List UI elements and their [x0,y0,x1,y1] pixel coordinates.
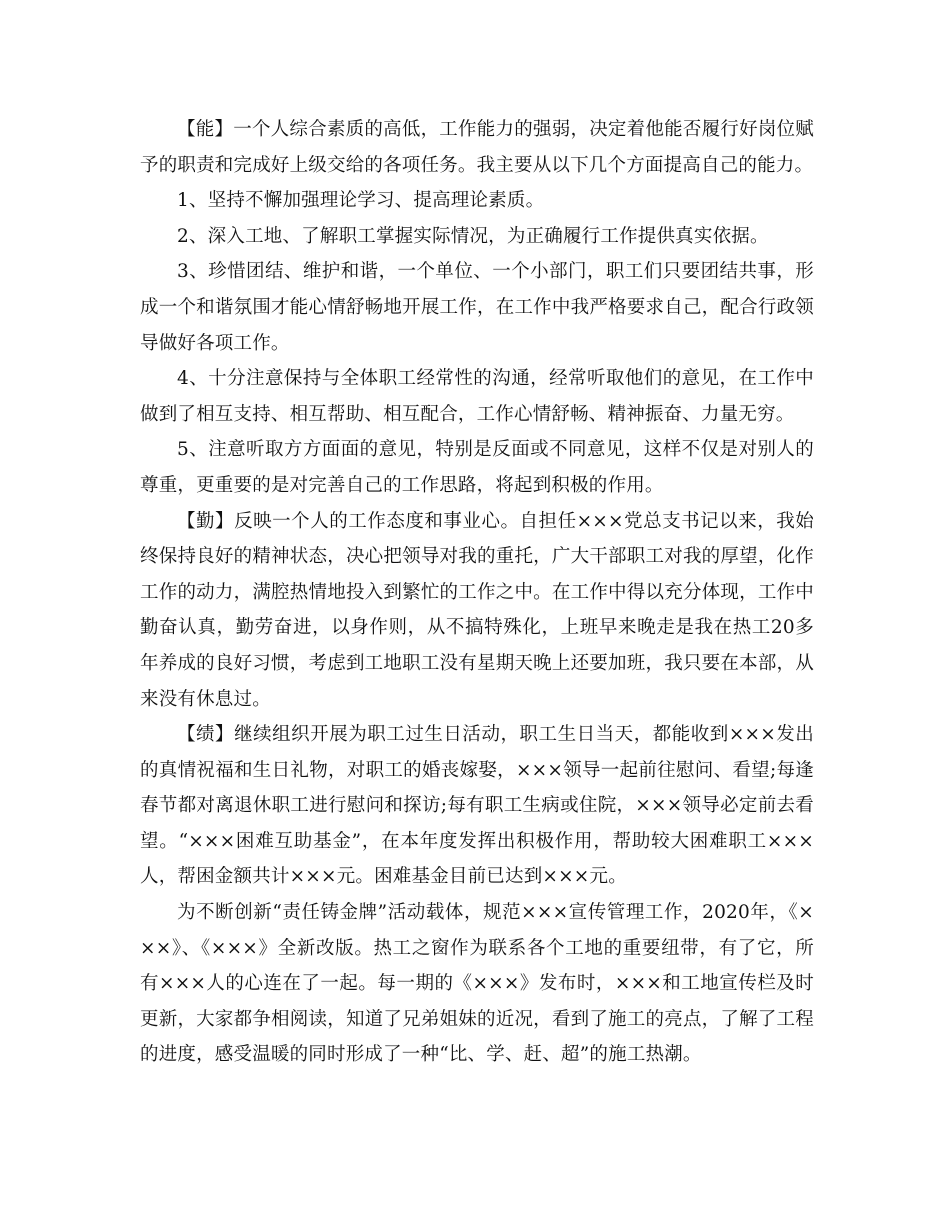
paragraph-publicity: 为不断创新“责任铸金牌”活动载体，规范×××宣传管理工作，2020年，《×××》、《×××》全新改版。热工之窗作为联系各个工地的重要纽带，有了它，所有×××人的心连在了一起。每一期的《×××》发布时，×××和工地宣传栏及时更新，大家都争相阅读，知道了兄弟姐妹的近况，看到了施工的亮点，了解了工程的进度，感受温暖的同时形成了一种“比、学、赶、超”的施工热潮。 [140,902,814,1066]
paragraph-ability: 【能】一个人综合素质的高低，工作能力的强弱，决定着他能否履行好岗位赋予的职责和完成好上级交给的各项任务。我主要从以下几个方面提高自己的能力。 [140,119,814,176]
paragraph-item-5: 5、注意听取方方面面的意见，特别是反面或不同意见，这样不仅是对别人的尊重，更重要的是对完善自己的工作思路，将起到积极的作用。 [140,439,814,496]
paragraph-achievement: 【绩】继续组织开展为职工过生日活动，职工生日当天，都能收到×××发出的真情祝福和生日礼物，对职工的婚丧嫁娶，×××领导一起前往慰问、看望;每逢春节都对离退休职工进行慰问和探访;每有职工生病或住院，×××领导必定前去看望。“×××困难互助基金”，在本年度发挥出积极作用，帮助较大困难职工×××人，帮困金额共计×××元。困难基金目前已达到×××元。 [140,724,814,888]
paragraph-diligence: 【勤】反映一个人的工作态度和事业心。自担任×××党总支书记以来，我始终保持良好的精神状态，决心把领导对我的重托，广大干部职工对我的厚望，化作工作的动力，满腔热情地投入到繁忙的工作之中。在工作中得以充分体现，工作中勤奋认真，勤劳奋进，以身作则，从不搞特殊化，上班早来晚走是我在热工20多年养成的良好习惯，考虑到工地职工没有星期天晚上还要加班，我只要在本部，从来没有休息过。 [140,510,814,710]
paragraph-item-1: 1、坚持不懈加强理论学习、提高理论素质。 [177,190,545,212]
paragraph-item-3: 3、珍惜团结、维护和谐，一个单位、一个小部门，职工们只要团结共事，形成一个和谐氛围才能心情舒畅地开展工作，在工作中我严格要求自己，配合行政领导做好各项工作。 [140,261,814,354]
paragraph-item-4: 4、十分注意保持与全体职工经常性的沟通，经常听取他们的意见，在工作中做到了相互支持、相互帮助、相互配合，工作心情舒畅、精神振奋、力量无穷。 [140,368,814,425]
paragraph-item-2: 2、深入工地、了解职工掌握实际情况，为正确履行工作提供真实依据。 [177,225,769,247]
